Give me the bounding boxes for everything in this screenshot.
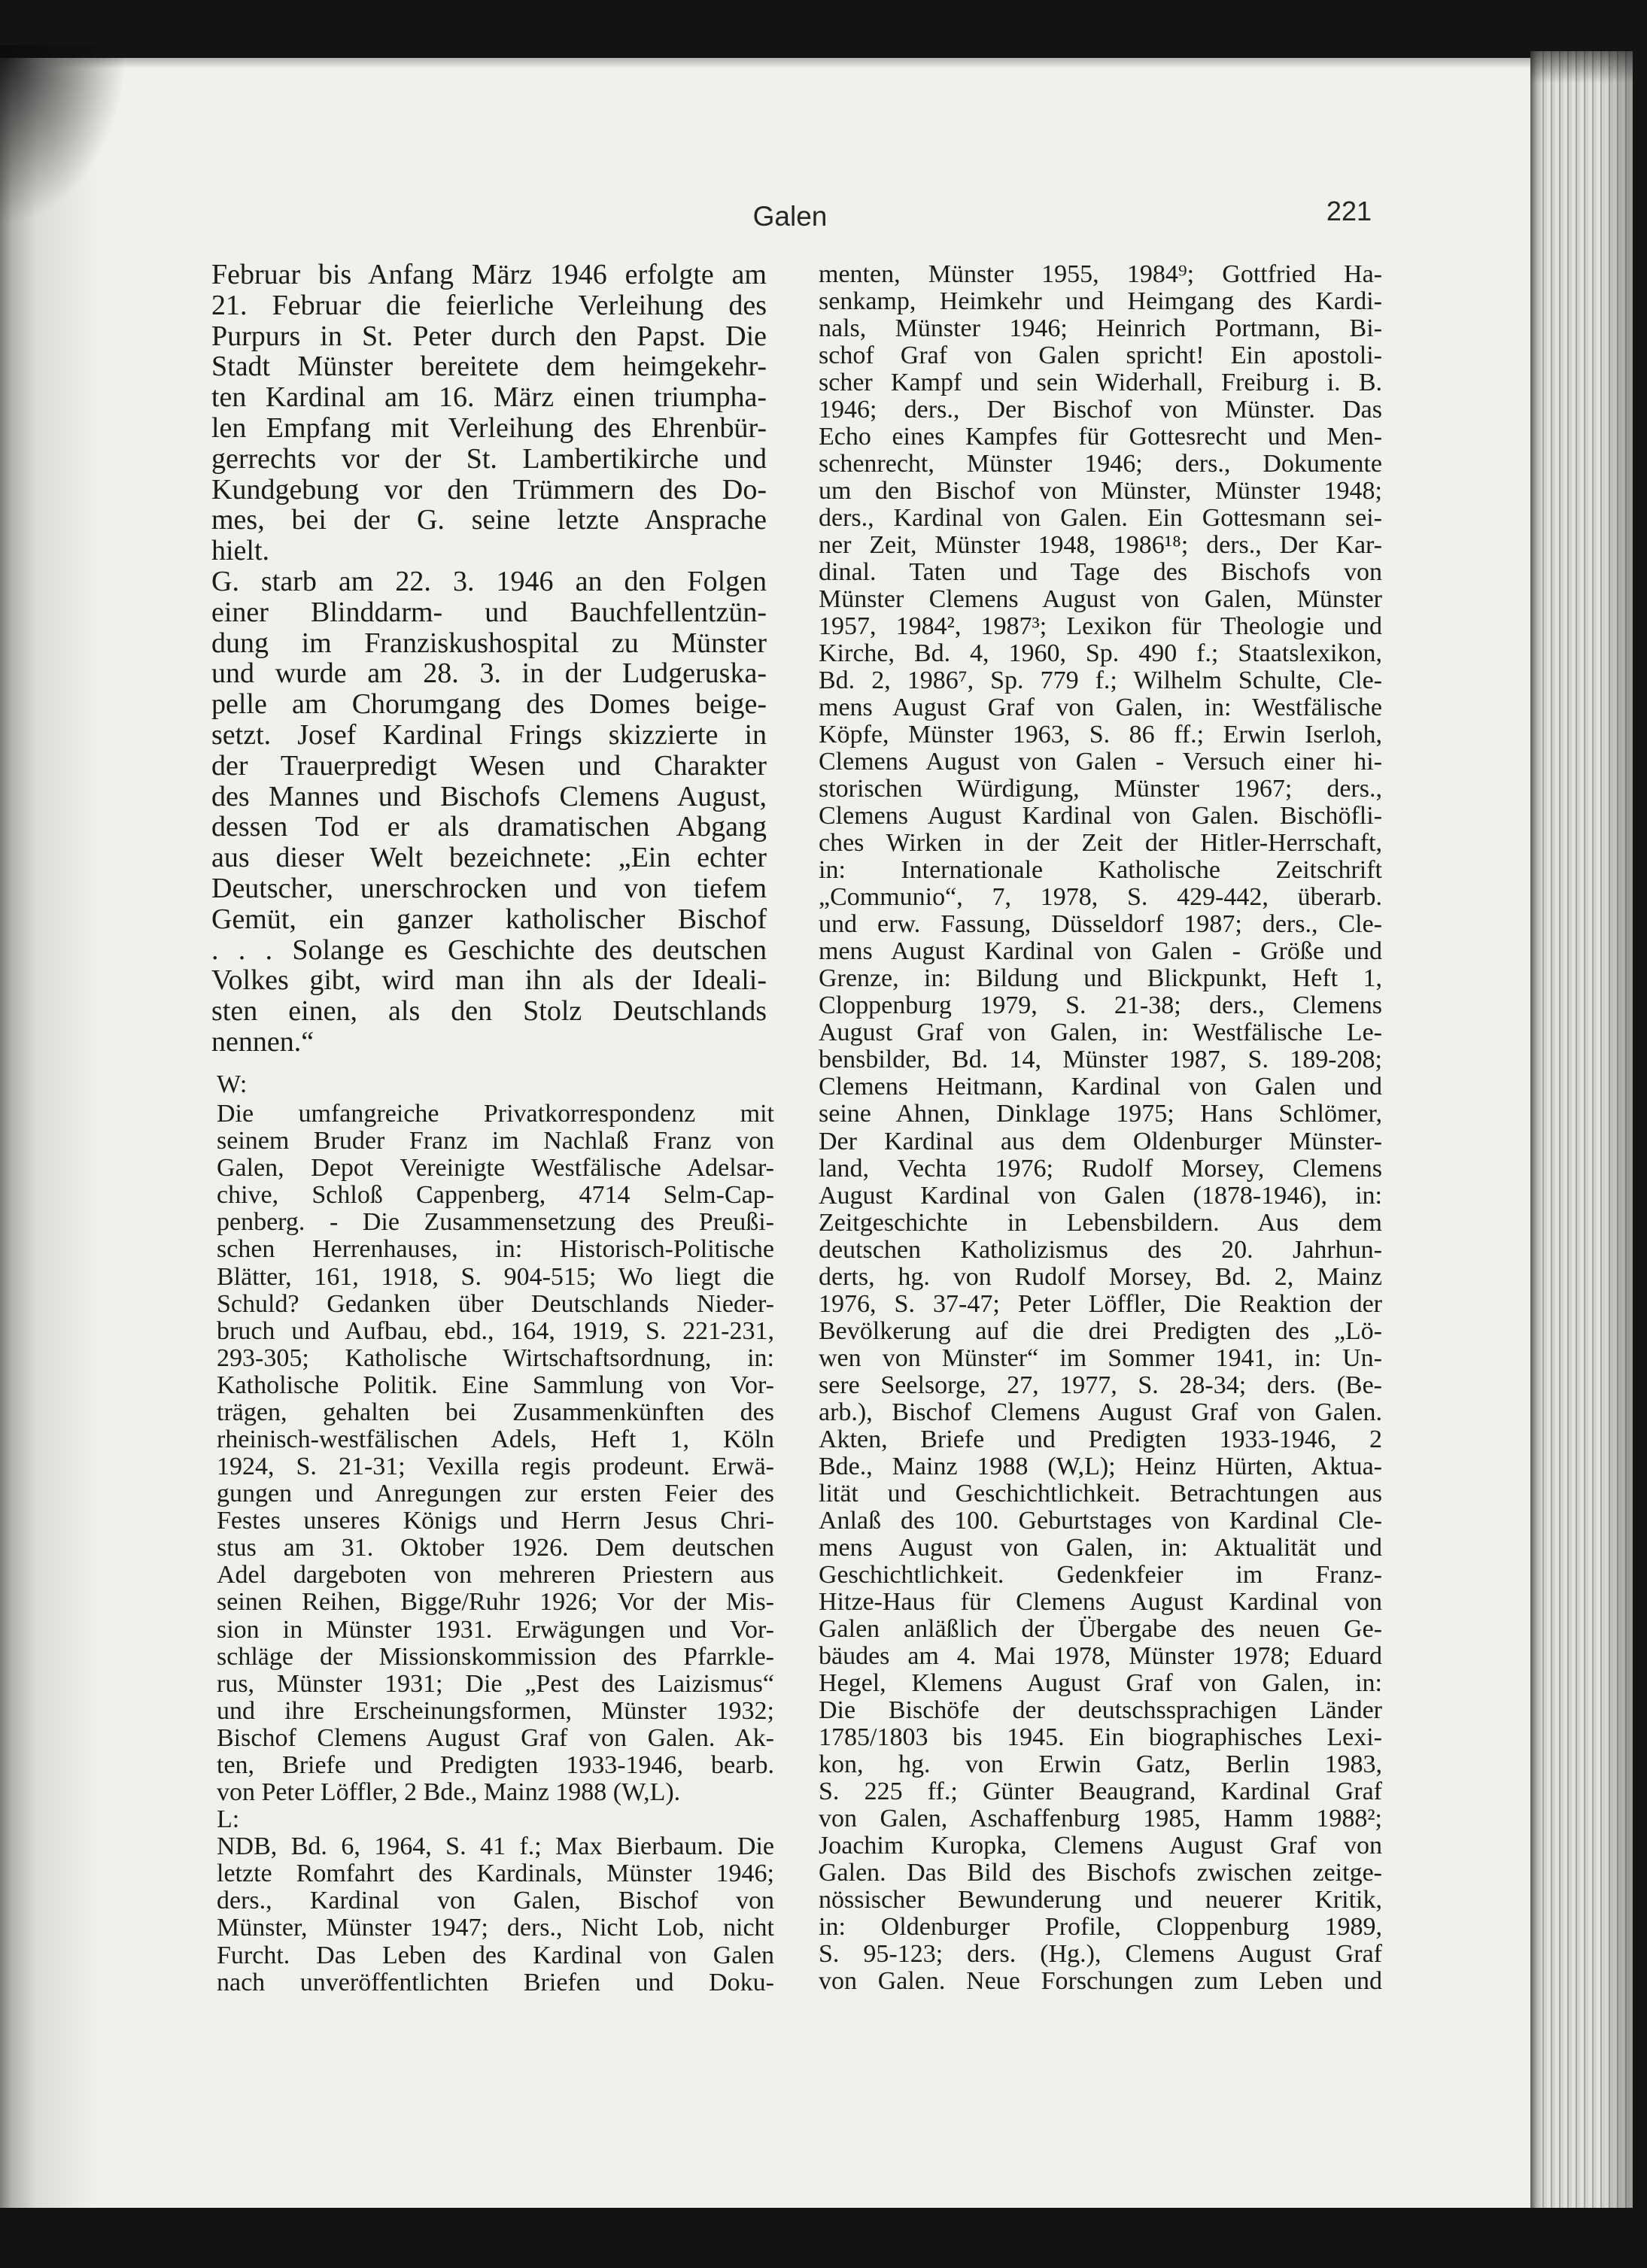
works-label: W: xyxy=(217,1070,248,1098)
text-line: dinal. Taten und Tage des Bischofs von xyxy=(819,558,1382,587)
text-line: S. 95-123; ders. (Hg.), Clemens August Graf xyxy=(819,1939,1382,1968)
text-line: Deutscher, unerschrocken und von tiefem xyxy=(211,872,767,904)
text-line: Februar bis Anfang März 1946 erfolgte am xyxy=(211,259,767,290)
text-line: NDB, Bd. 6, 1964, S. 41 f.; Max Bierbaum. Die xyxy=(217,1832,774,1861)
text-line: August Kardinal von Galen (1878-1946), in: xyxy=(819,1181,1382,1210)
text-line: storischen Würdigung, Münster 1967; ders., xyxy=(819,775,1382,803)
text-line: aus dieser Welt bezeichnete: „Ein echter xyxy=(211,842,767,874)
text-line: Galen. Das Bild des Bischofs zwischen zeitge- xyxy=(819,1858,1382,1887)
text-line: ches Wirken in der Zeit der Hitler-Herrschaft, xyxy=(819,829,1382,858)
text-line: Clemens August Kardinal von Galen. Bischöfli- xyxy=(819,802,1382,830)
text-line: Cloppenburg 1979, S. 21-38; ders., Clemens xyxy=(819,991,1382,1020)
text-line: dung im Franziskushospital zu Münster xyxy=(211,627,767,659)
left-column-body xyxy=(211,260,767,1058)
text-line: mens August von Galen, in: Aktualität und xyxy=(819,1533,1382,1562)
text-line: Katholische Politik. Eine Sammlung von Vor- xyxy=(217,1371,774,1399)
text-line: ten Kardinal am 16. März einen triumpha- xyxy=(211,381,767,414)
right-column-literature xyxy=(819,261,1382,1995)
text-line: Gemüt, ein ganzer katholischer Bischof xyxy=(211,903,767,935)
text-line: der Trauerpredigt Wesen und Charakter xyxy=(211,749,767,782)
text-line: August Graf von Galen, in: Westfälische Le- xyxy=(819,1019,1382,1047)
text-line: 1957, 1984², 1987³; Lexikon für Theologie und xyxy=(819,612,1382,641)
text-line: land, Vechta 1976; Rudolf Morsey, Clemens xyxy=(819,1154,1382,1183)
text-line: Furcht. Das Leben des Kardinal von Galen xyxy=(217,1941,774,1969)
text-line: lität und Geschichtlichkeit. Betrachtungen aus xyxy=(819,1479,1382,1507)
literature-label: L: xyxy=(217,1805,240,1834)
text-line: Blätter, 161, 1918, S. 904-515; Wo liegt die xyxy=(217,1262,774,1291)
text-line: 293-305; Katholische Wirtschaftsordnung, in: xyxy=(217,1343,774,1372)
text-line: nals, Münster 1946; Heinrich Portmann, Bi- xyxy=(819,314,1382,343)
text-line: Geschichtlichkeit. Gedenkfeier im Franz- xyxy=(819,1560,1382,1589)
text-line: von Galen, Aschaffenburg 1985, Hamm 1988²; xyxy=(819,1804,1382,1832)
text-line: Münster, Münster 1947; ders., Nicht Lob, nicht xyxy=(217,1914,774,1942)
text-line: S. 225 ff.; Günter Beaugrand, Kardinal Graf xyxy=(819,1777,1382,1805)
text-line: seinen Reihen, Bigge/Ruhr 1926; Vor der Mis- xyxy=(217,1588,774,1617)
text-line: von Peter Löffler, 2 Bde., Mainz 1988 (W,L). xyxy=(217,1778,681,1807)
text-line: Grenze, in: Bildung und Blickpunkt, Heft 1, xyxy=(819,964,1382,993)
text-line: „Communio“, 7, 1978, S. 429-442, überarb. xyxy=(819,883,1382,912)
text-line: dessen Tod er als dramatischen Abgang xyxy=(211,811,767,843)
text-line: Adel dargeboten von mehreren Priestern aus xyxy=(217,1561,774,1589)
text-line: Stadt Münster bereitete dem heimgekehr- xyxy=(211,351,767,383)
text-line: einer Blinddarm- und Bauchfellentzün- xyxy=(211,596,767,628)
text-line: Die Bischöfe der deutschssprachigen Länder xyxy=(819,1696,1382,1724)
text-line: trägen, gehalten bei Zusammenkünften des xyxy=(217,1398,774,1426)
text-line: G. starb am 22. 3. 1946 an den Folgen xyxy=(211,565,767,597)
text-line: seinem Bruder Franz im Nachlaß Franz von xyxy=(217,1127,774,1155)
text-line: Echo eines Kampfes für Gottesrecht und Men- xyxy=(819,423,1382,451)
text-line: schenrecht, Münster 1946; ders., Dokumente xyxy=(819,450,1382,478)
text-line: Clemens August von Galen - Versuch einer hi- xyxy=(819,748,1382,776)
text-line: Hegel, Klemens August Graf von Galen, in: xyxy=(819,1668,1382,1697)
body-paragraph xyxy=(211,566,767,1058)
text-line: wen von Münster“ im Sommer 1941, in: Un- xyxy=(819,1343,1382,1372)
text-line: menten, Münster 1955, 1984⁹; Gottfried Ha- xyxy=(819,260,1382,288)
text-line: chive, Schloß Cappenberg, 4714 Selm-Cap- xyxy=(217,1181,774,1210)
text-line: 1946; ders., Der Bischof von Münster. Das xyxy=(819,396,1382,424)
text-line: Purpurs in St. Peter durch den Papst. Die xyxy=(211,320,767,352)
text-line: 1785/1803 bis 1945. Ein biographisches Lexi- xyxy=(819,1723,1382,1751)
text-line: penberg. - Die Zusammensetzung des Preußi- xyxy=(217,1208,774,1237)
text-line: sten einen, als den Stolz Deutschlands xyxy=(211,995,767,1028)
text-line: Kirche, Bd. 4, 1960, Sp. 490 f.; Staatslexikon, xyxy=(819,639,1382,668)
fore-edge-shadow xyxy=(1530,30,1647,83)
text-line: um den Bischof von Münster, Münster 1948; xyxy=(819,477,1382,506)
text-line: schof Graf von Galen spricht! Ein apostoli- xyxy=(819,342,1382,370)
text-line: Bde., Mainz 1988 (W,L); Heinz Hürten, Aktua- xyxy=(819,1452,1382,1480)
text-line: stus am 31. Oktober 1926. Dem deutschen xyxy=(217,1534,774,1562)
text-line: scher Kampf und sein Widerhall, Freiburg i. B. xyxy=(819,369,1382,397)
text-line: nennen.“ xyxy=(211,1025,315,1058)
text-line: Bevölkerung auf die drei Predigten des „Lö- xyxy=(819,1316,1382,1345)
text-line: Der Kardinal aus dem Oldenburger Münster- xyxy=(819,1127,1382,1155)
text-line: und wurde am 28. 3. in der Ludgeruska- xyxy=(211,657,767,690)
text-line: arb.), Bischof Clemens August Graf von Galen. xyxy=(819,1398,1382,1426)
text-line: gungen und Anregungen zur ersten Feier des xyxy=(217,1480,774,1508)
text-line: Bd. 2, 1986⁷, Sp. 779 f.; Wilhelm Schulte, Cle- xyxy=(819,666,1382,695)
text-line: nössischer Bewunderung und neuerer Kritik, xyxy=(819,1885,1382,1914)
text-line: 21. Februar die feierliche Verleihung des xyxy=(211,289,767,321)
text-line: mens August Kardinal von Galen - Größe und xyxy=(819,937,1382,966)
text-line: in: Internationale Katholische Zeitschrift xyxy=(819,856,1382,885)
text-line: Volkes gibt, wird man ihn als der Ideali- xyxy=(211,964,767,997)
text-line: Bischof Clemens August Graf von Galen. Ak- xyxy=(217,1723,774,1752)
text-line: in: Oldenburger Profile, Cloppenburg 1989, xyxy=(819,1912,1382,1941)
text-line: 1976, S. 37-47; Peter Löffler, Die Reaktion der xyxy=(819,1289,1382,1318)
book-fore-edge xyxy=(1530,51,1633,2208)
text-line: und erw. Fassung, Düsseldorf 1987; ders., Cle- xyxy=(819,910,1382,939)
text-line: schläge der Missionskommission des Pfarrkle- xyxy=(217,1642,774,1671)
text-line: Festes unseres Königs und Herrn Jesus Chri- xyxy=(217,1507,774,1535)
text-line: Köpfe, Münster 1963, S. 86 ff.; Erwin Iserloh, xyxy=(819,721,1382,749)
text-line: setzt. Josef Kardinal Frings skizzierte in xyxy=(211,718,767,751)
text-line: mens August Graf von Galen, in: Westfälische xyxy=(819,694,1382,722)
running-head-title: Galen xyxy=(752,201,828,232)
text-line: rheinisch-westfälischen Adels, Heft 1, Köln xyxy=(217,1425,774,1454)
page-top-shadow xyxy=(0,58,1530,68)
text-line: Kundgebung vor den Trümmern des Do- xyxy=(211,473,767,506)
text-line: des Mannes und Bischofs Clemens August, xyxy=(211,780,767,812)
text-line: Galen, Depot Vereinigte Westfälische Adelsar- xyxy=(217,1154,774,1183)
text-line: ders., Kardinal von Galen, Bischof von xyxy=(217,1887,774,1915)
literature-list xyxy=(217,1833,774,1996)
text-line: schen Herrenhauses, in: Historisch-Politische xyxy=(217,1235,774,1264)
text-line: Schuld? Gedanken über Deutschlands Nieder- xyxy=(217,1289,774,1318)
text-line: derts, hg. von Rudolf Morsey, Bd. 2, Mainz xyxy=(819,1262,1382,1291)
text-line: Münster Clemens August von Galen, Münster xyxy=(819,585,1382,614)
text-line: gerrechts vor der St. Lambertikirche und xyxy=(211,442,767,475)
text-line: Akten, Briefe und Predigten 1933-1946, 2 xyxy=(819,1425,1382,1453)
text-line: ders., Kardinal von Galen. Ein Gottesmann sei- xyxy=(819,504,1382,533)
text-line: senkamp, Heimkehr und Heimgang des Kardi- xyxy=(819,287,1382,316)
text-line: Anlaß des 100. Geburtstages von Kardinal Cle- xyxy=(819,1506,1382,1535)
text-line: pelle am Chorumgang des Domes beige- xyxy=(211,688,767,721)
text-line: mes, bei der G. seine letzte Ansprache xyxy=(211,504,767,536)
left-column-bibliography xyxy=(217,1071,774,1996)
text-line: bensbilder, Bd. 14, Münster 1987, S. 189-208; xyxy=(819,1046,1382,1074)
body-paragraph xyxy=(211,260,767,566)
text-line: bäudes am 4. Mai 1978, Münster 1978; Eduard xyxy=(819,1641,1382,1670)
text-line: letzte Romfahrt des Kardinals, Münster 1946; xyxy=(217,1860,774,1888)
text-line: ten, Briefe und Predigten 1933-1946, bearb. xyxy=(217,1750,774,1779)
text-line: ner Zeit, Münster 1948, 1986¹⁸; ders., Der Kar- xyxy=(819,531,1382,560)
text-line: rus, Münster 1931; Die „Pest des Laizismus“ xyxy=(217,1669,774,1698)
text-line: nach unveröffentlichten Briefen und Doku- xyxy=(217,1968,774,1996)
text-line: Clemens Heitmann, Kardinal von Galen und xyxy=(819,1073,1382,1101)
text-line: . . . Solange es Geschichte des deutschen xyxy=(211,934,767,966)
text-line: sion in Münster 1931. Erwägungen und Vor- xyxy=(217,1615,774,1644)
spine-gutter-shadow xyxy=(0,58,98,2208)
text-line: von Galen. Neue Forschungen zum Leben und xyxy=(819,1966,1382,1995)
text-line: Galen anläßlich der Übergabe des neuen Ge- xyxy=(819,1614,1382,1643)
text-line: und ihre Erscheinungsformen, Münster 1932; xyxy=(217,1696,774,1725)
text-line: deutschen Katholizismus des 20. Jahrhun- xyxy=(819,1235,1382,1264)
text-line: hielt. xyxy=(211,535,270,567)
text-line: 1924, S. 21-31; Vexilla regis prodeunt. Erwä- xyxy=(217,1453,774,1481)
text-line: Hitze-Haus für Clemens August Kardinal von xyxy=(819,1587,1382,1616)
text-line: sere Seelsorge, 27, 1977, S. 28-34; ders. (Be- xyxy=(819,1371,1382,1399)
page-number: 221 xyxy=(1326,196,1372,226)
text-line: seine Ahnen, Dinklage 1975; Hans Schlömer, xyxy=(819,1100,1382,1128)
works-list xyxy=(217,1101,774,1806)
text-line: len Empfang mit Verleihung des Ehrenbür- xyxy=(211,411,767,444)
text-line: Zeitgeschichte in Lebensbildern. Aus dem xyxy=(819,1208,1382,1237)
text-line: Joachim Kuropka, Clemens August Graf von xyxy=(819,1831,1382,1860)
text-line: Die umfangreiche Privatkorrespondenz mit xyxy=(217,1100,774,1128)
page-corner-shadow xyxy=(0,45,128,226)
literature-list-continued xyxy=(819,261,1382,1995)
text-line: bruch und Aufbau, ebd., 164, 1919, S. 221-231, xyxy=(217,1316,774,1345)
text-line: kon, hg. von Erwin Gatz, Berlin 1983, xyxy=(819,1750,1382,1778)
